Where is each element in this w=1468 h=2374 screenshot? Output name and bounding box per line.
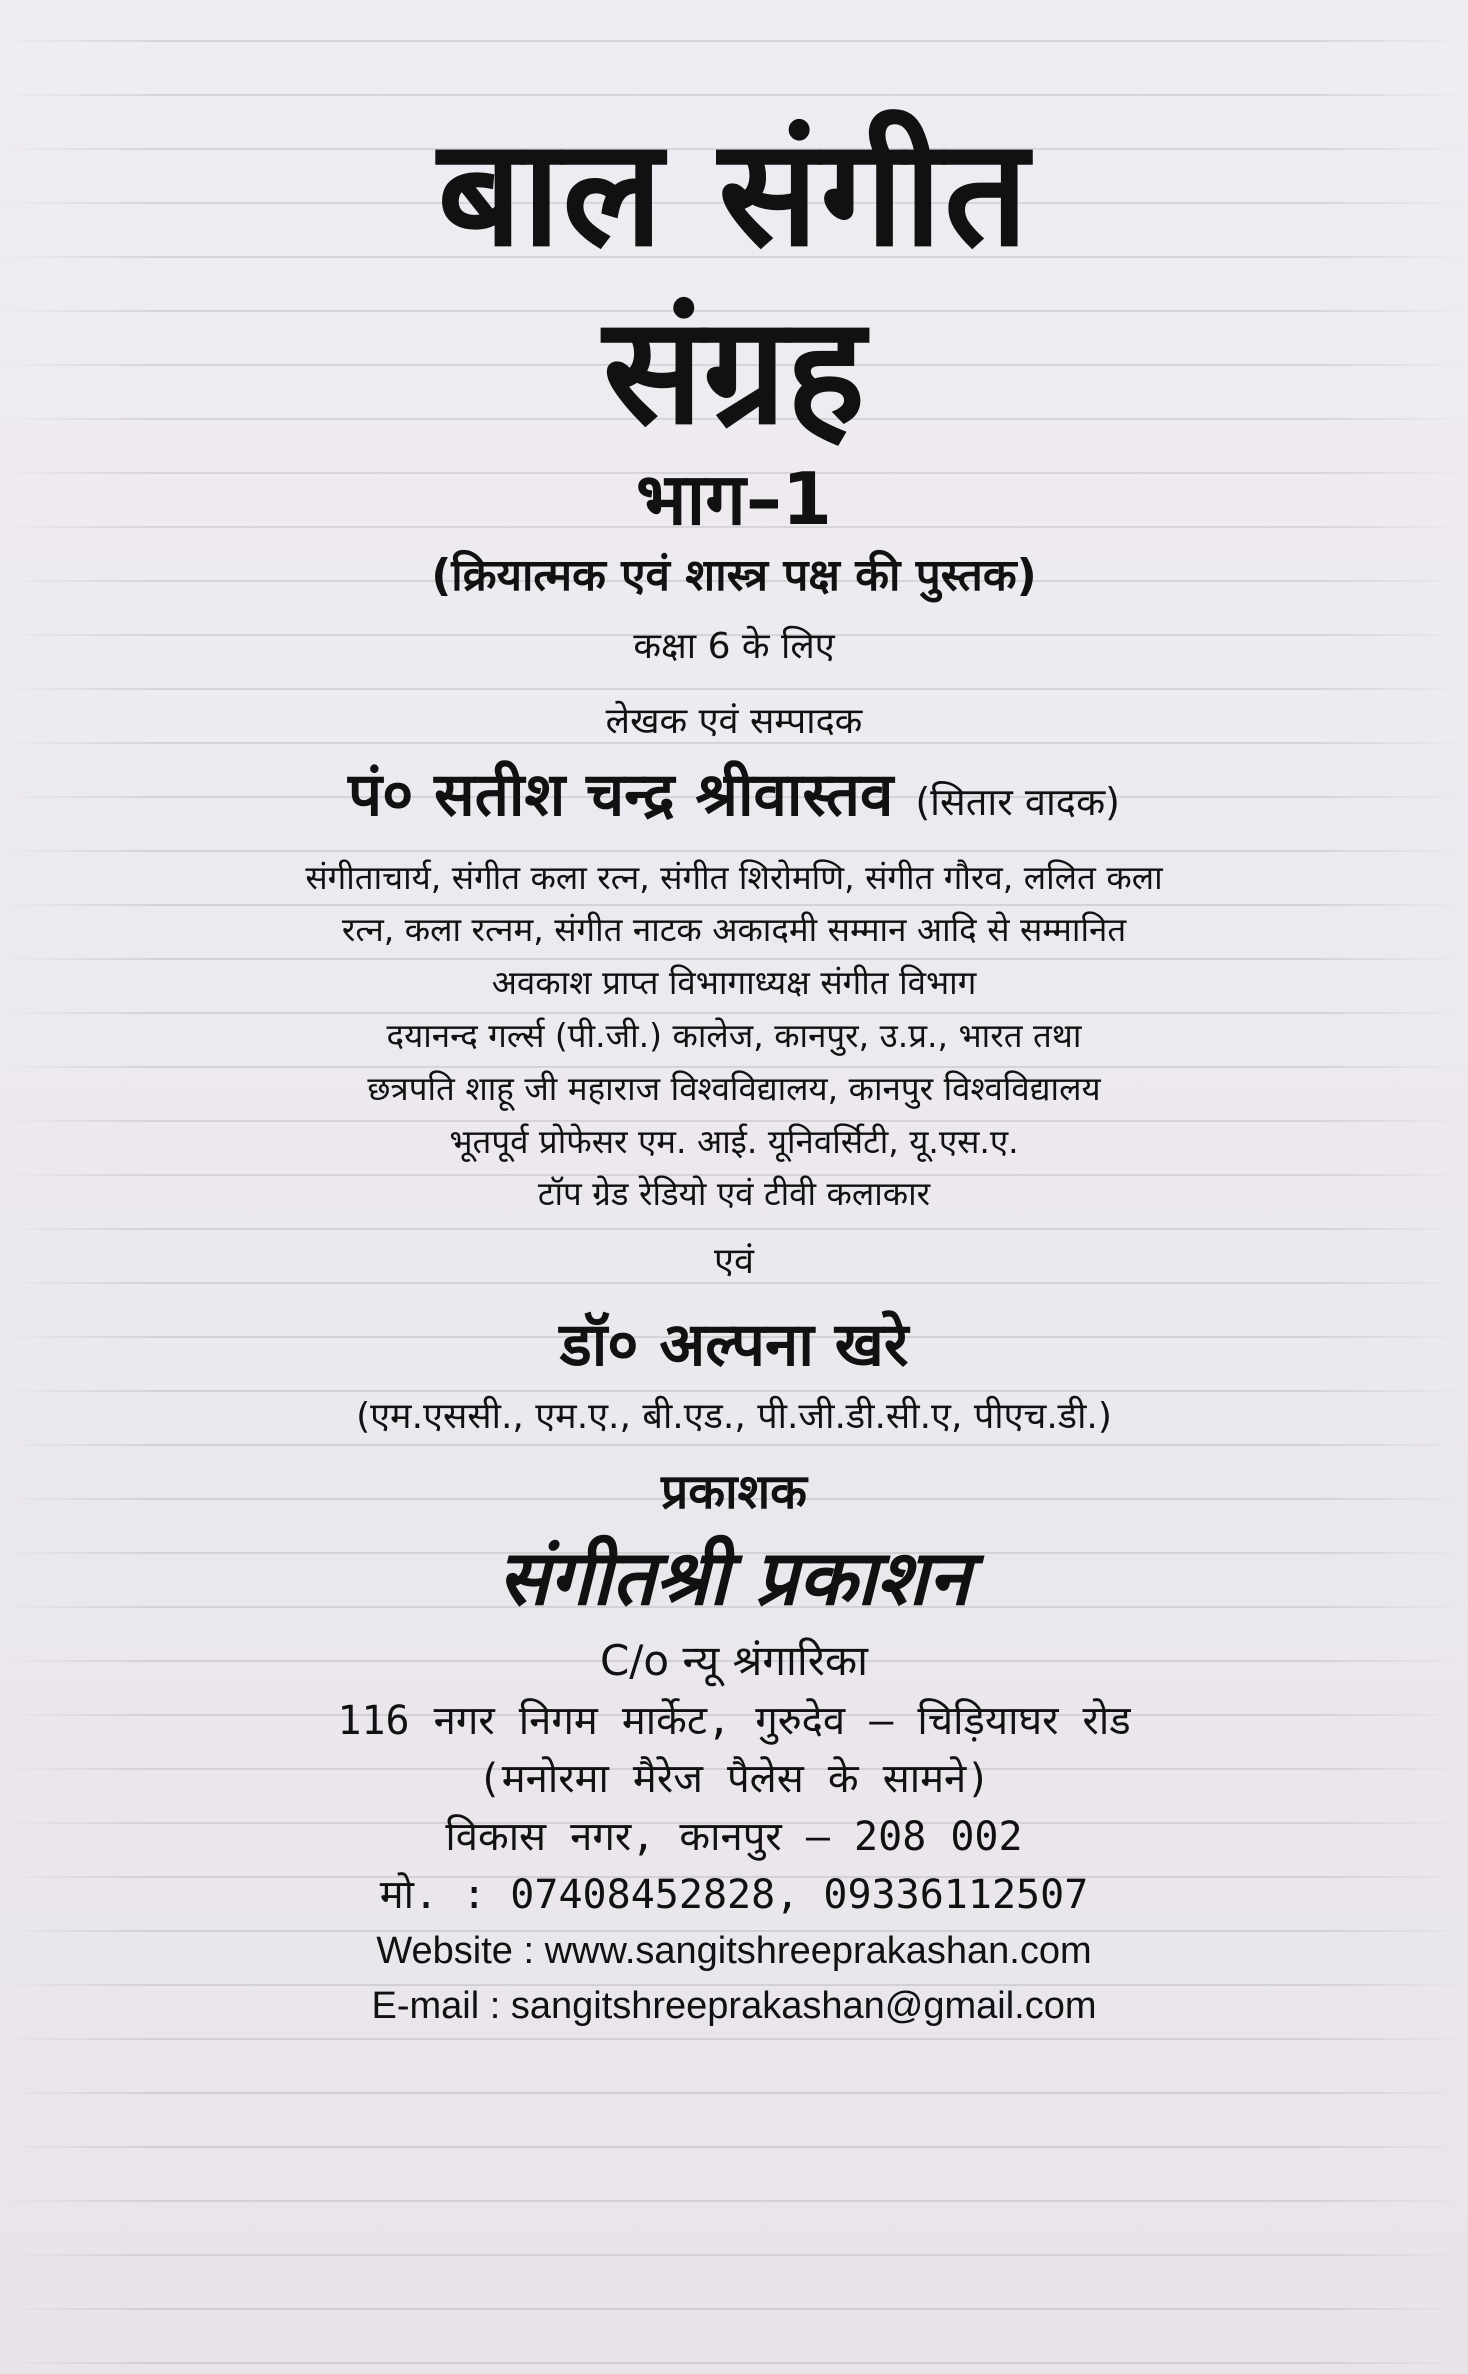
publisher-address-line: C/o न्यू श्रंगारिका <box>599 1636 869 1686</box>
publisher-phone: मो. : 07408452828, 09336112507 <box>379 1871 1089 1918</box>
publisher-label: प्रकाशक <box>660 1463 808 1520</box>
author-honour-line: टॉप ग्रेड रेडियो एवं टीवी कलाकार <box>537 1174 931 1214</box>
publisher-email: E-mail : sangitshreeprakashan@gmail.com <box>371 1985 1097 2028</box>
author-honour-line: भूतपूर्व प्रोफेसर एम. आई. यूनिवर्सिटी, यू.एस.ए. <box>449 1121 1019 1161</box>
book-title-line-1: बाल संगीत <box>437 107 1031 279</box>
publisher-address-line: (मनोरमा मैरेज पैलेस के सामने) <box>477 1755 991 1802</box>
class-line: कक्षा 6 के लिए <box>633 625 835 667</box>
coauthor-qualifications: (एम.एससी., एम.ए., बी.एड., पी.जी.डी.सी.ए, पीएच.डी.) <box>356 1395 1112 1437</box>
author-note: (सितार वादक) <box>915 779 1120 824</box>
and-word: एवं <box>714 1241 754 1283</box>
publisher-website: Website : www.sangitshreeprakashan.com <box>376 1929 1092 1972</box>
author-honour-line: संगीताचार्य, संगीत कला रत्न, संगीत शिरोमणि, संगीत गौरव, ललित कला <box>305 857 1163 897</box>
coauthor-name: डॉ० अल्पना खरे <box>559 1309 909 1380</box>
author-honour-line: दयानन्द गर्ल्स (पी.जी.) कालेज, कानपुर, उ.प्र., भारत तथा <box>386 1015 1082 1055</box>
author-row <box>348 761 1120 830</box>
publisher-name: संगीतश्री प्रकाशन <box>497 1533 971 1623</box>
author-honour-line: अवकाश प्राप्त विभागाध्यक्ष संगीत विभाग <box>491 963 977 1003</box>
book-part: भाग–1 <box>636 457 832 542</box>
book-title-line-2: संग्रह <box>602 285 866 458</box>
author-honour-line: रत्न, कला रत्नम, संगीत नाटक अकादमी सम्मान आदि से सम्मानित <box>341 910 1127 950</box>
publisher-address-line: 116 नगर निगम मार्केट, गुरुदेव – चिड़ियाघर रोड <box>337 1697 1131 1744</box>
author-role: लेखक एवं सम्पादक <box>605 701 863 743</box>
author-name: पं० सतीश चन्द्र श्रीवास्तव <box>347 759 894 830</box>
author-honour-line: छत्रपति शाहू जी महाराज विश्वविद्यालय, कानपुर विश्वविद्यालय <box>367 1068 1101 1108</box>
book-subtitle: (क्रियात्मक एवं शास्त्र पक्ष की पुस्तक) <box>431 550 1037 602</box>
publisher-address-line: विकास नगर, कानपुर – 208 002 <box>445 1813 1023 1860</box>
